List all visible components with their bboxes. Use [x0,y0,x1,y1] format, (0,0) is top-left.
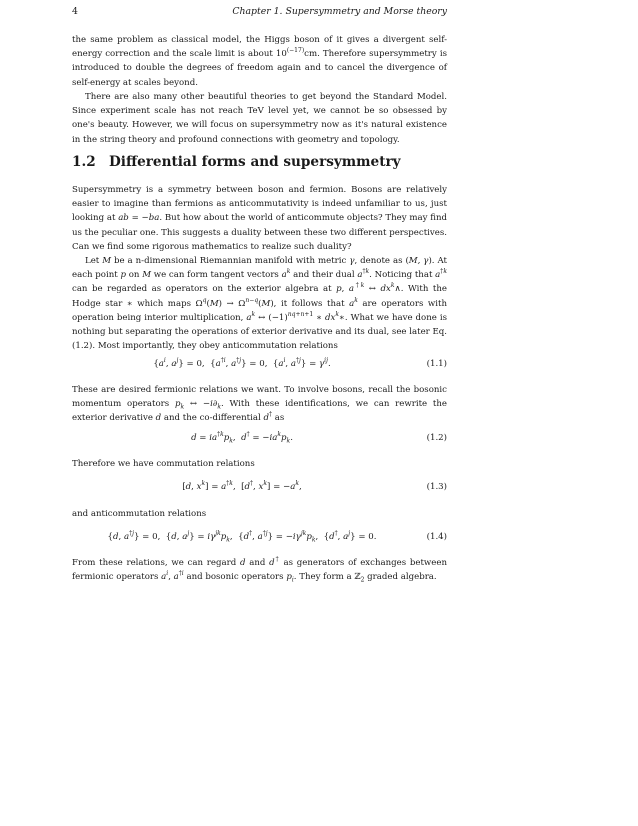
chapter-title: Chapter 1. Supersymmetry and Morse theory [232,6,447,17]
equation-body: [d, $x^k] = a^{\dagger k}$, [d†, $x^k] = -a^k$, [182,480,302,492]
equation-number: (1.2) [426,433,447,443]
running-header [72,6,447,20]
intro-paragraph: the same problem as classical model, the Higgs boson of it gives a divergent self-energy correction and the scale limit is about $10^{(-17)}cm$. Therefore supersymmetry is introduced to double the degrees of freedom again and to cancel the divergence of self-energy at scales beyond. [72,35,447,88]
section-title: Differential forms and supersymmetry [109,154,401,170]
paragraph-commutation: Therefore we have commutation relations [72,459,255,469]
equation-1-1 [72,359,447,375]
equation-1-3 [72,482,447,498]
paragraph-final: From these relations, we can regard d and d† as generators of exchanges between fermionic operators $a^i$, $a^{\dagger i}$ and bosonic operators $p_i$. They form a ℤ$_2$ graded algebra. [72,556,447,584]
equation-1-4 [72,532,447,548]
equation-number: (1.1) [426,359,447,369]
equation-body: {$a^i$, $a^j\} = 0$, {$a^{\dagger i}$, $a^{\dagger j}\} = 0$, {$a^i$, $a^{\dagger j}\} = \gamma^{ij}$. [153,357,331,369]
intro-paragraph-2: There are also many other beautiful theories to get beyond the Standard Model. Since experiment scale has not reach TeV level yet, we cannot be so obsessed by one's beauty. However, we will focus on supersymmetry now as it's natural existence in the string theory and profound connections with geometry and topology. [72,92,447,145]
section-number: 1.2 [72,154,96,170]
equation-1-2 [72,433,447,449]
equation-number: (1.4) [426,532,447,542]
paragraph-susy: Supersymmetry is a symmetry between boson and fermion. Bosons are relatively easier to imagine than fermions as anticommutativity is indeed unfamiliar to us, just looking at ab = −ba. But how about the world of anticommute objects? They may find us the peculiar one. This suggests a duality between these two different perspectives. Can we find some rigorous mathematics to realize such duality? [72,185,447,252]
equation-body: $d = ia^{\dagger k}p_k$, $d^\dagger = -ia^kp_k$. [191,431,293,445]
paragraph-manifold: Let M be a n-dimensional Riemannian manifold with metric γ, denote as (M, γ). At each point p on M we can form tangent vectors $a^k$ and their dual $a^{\dagger k}$. Noticing that $a^{\dagger k}$ can be regarded as operators on the exterior algebra at p, $a^{\dagger k}$ ↔ $dx^k\wedge$. With the Hodge star ∗ which maps $\Omega^q(M) \to \Omega^{n-q}(M)$, it follows that $a^k$ are operators with operation being interior multiplication, $a^k$ ↔ $(-1)^{nq+n+1}$ ∗ $dx^k∗$. What we have done is nothing but separating the operations of exterior derivative and its dual, see later Eq.(1.2). Most importantly, they obey anticommutation relations [72,256,448,352]
paragraph-anticommutation: and anticommutation relations [72,509,207,519]
paragraph-bosons: These are desired fermionic relations we want. To involve bosons, recall the bosonic momentum operators $p_k$ ↔ $-i\partial_k$. With these identifications, we can rewrite the exterior derivative d and the co-differential d† as [72,385,447,424]
page-number: 4 [72,6,78,17]
equation-body: {d, $a^{\dagger j}\} = 0$, {d, $a^j\} = i\gamma^{jk}p_k$, {d†, $a^{\dagger j}\} = -i\gamma^{jk}p_k$, {d†, $a^j\} = 0$. [107,530,377,544]
section-heading [72,154,447,170]
equation-number: (1.3) [426,482,447,492]
